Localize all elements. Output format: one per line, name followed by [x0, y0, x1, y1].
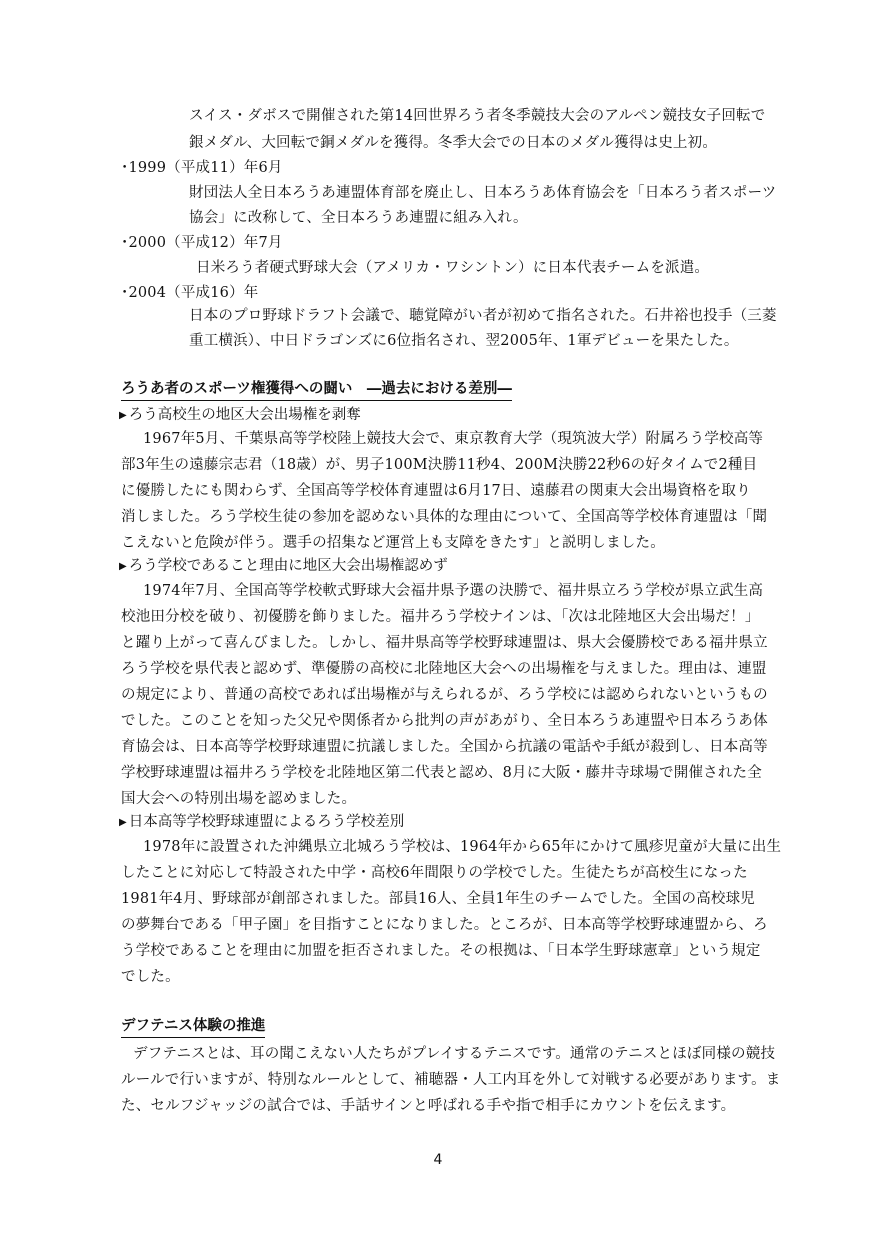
section-heading: デフテニス体験の推進	[121, 1016, 265, 1038]
bullet-item-title	[119, 556, 448, 577]
page-number: 4	[433, 1152, 443, 1168]
paragraph-line: 校池田分校を破り、初優勝を飾りました。福井ろう学校ナインは、「次は北陸地区大会出場だ！」	[121, 609, 760, 625]
paragraph-line: 育協会は、日本高等学校野球連盟に抗議しました。全国から抗議の電話や手紙が殺到し、日本高等	[121, 739, 768, 755]
timeline-entry-line: 日本のプロ野球ドラフト会議で、聴覚障がい者が初めて指名された。石井裕也投手（三菱	[189, 308, 777, 324]
paragraph-line: 1978年に設置された沖縄県立北城ろう学校は、1964年から65年にかけて風疹児童が大量に出生	[143, 839, 782, 855]
bullet-item-title-text: ろう高校生の地区大会出場権を剥奪	[128, 407, 361, 423]
paragraph-line: 消しました。ろう学校生徒の参加を認めない具体的な理由について、全国高等学校体育連盟は「聞	[121, 509, 768, 525]
timeline-date: ･2004（平成16）年	[121, 285, 259, 301]
timeline-intro-line: スイス・ダボスで開催された第14回世界ろう者冬季競技大会のアルペン競技女子回転で	[189, 108, 766, 124]
paragraph-line: したことに対応して特設された中学・高校6年間限りの学校でした。生徒たちが高校生になった	[121, 865, 748, 881]
paragraph-line: 1981年4月、野球部が創部されました。部員16人、全員1年生のチームでした。全国の高校球児	[121, 891, 755, 907]
paragraph-line: に優勝したにも関わらず、全国高等学校体育連盟は6月17日、遠藤君の関東大会出場資格を取り	[121, 483, 751, 499]
paragraph-line: デフテニスとは、耳の聞こえない人たちがプレイするテニスです。通常のテニスとほぼ同様の競技	[133, 1046, 776, 1062]
paragraph-line: 学校野球連盟は福井ろう学校を北陸地区第二代表と認め、8月に大阪・藤井寺球場で開催された全	[121, 765, 762, 781]
timeline-date: ･2000（平成12）年7月	[121, 235, 283, 251]
paragraph-line: の規定により、普通の高校であれば出場権が与えられるが、ろう学校には認められないというもの	[121, 687, 768, 703]
paragraph-line: と躍り上がって喜んびました。しかし、福井県高等学校野球連盟は、県大会優勝校である福井県立	[121, 635, 768, 651]
triangle-bullet-icon: ▶	[119, 817, 127, 828]
paragraph-line: 1974年7月、全国高等学校軟式野球大会福井県予選の決勝で、福井県立ろう学校が県立武生高	[143, 583, 764, 599]
bullet-item-title-text: 日本高等学校野球連盟によるろう学校差別	[128, 814, 405, 830]
timeline-intro-line: 銀メダル、大回転で銅メダルを獲得。冬季大会での日本のメダル獲得は史上初。	[189, 135, 718, 151]
paragraph-line: 部3年生の遠藤宗志君（18歳）が、男子100M決勝11秒4、200M決勝22秒6の好タイムで2種目	[121, 457, 758, 473]
timeline-date: ･1999（平成11）年6月	[121, 160, 283, 176]
timeline-entry-line: 協会」に改称して、全日本ろうあ連盟に組み入れ。	[189, 210, 528, 226]
bullet-item-title-text: ろう学校であること理由に地区大会出場権認めず	[128, 558, 448, 574]
paragraph-line: 国大会への特別出場を認めました。	[121, 791, 357, 807]
timeline-entry-line: 重工横浜）、中日ドラゴンズに6位指名され、翌2005年、1軍デビューを果たした。	[189, 333, 739, 349]
paragraph-line: でした。	[121, 969, 180, 985]
paragraph-line: う学校であることを理由に加盟を拒否されました。その根拠は、「日本学生野球憲章」という規定	[121, 943, 761, 959]
paragraph-line: ろう学校を県代表と認めず、準優勝の高校に北陸地区大会への出場権を与えました。理由は、連盟	[121, 661, 767, 677]
section-heading: ろうあ者のスポーツ権獲得への闘い ―過去における差別―	[121, 379, 512, 401]
timeline-entry-line: 財団法人全日本ろうあ連盟体育部を廃止し、日本ろうあ体育協会を「日本ろう者スポーツ	[189, 185, 777, 201]
paragraph-line: 1967年5月、千葉県高等学校陸上競技大会で、東京教育大学（現筑波大学）附属ろう学校高等	[143, 431, 764, 447]
paragraph-line: でした。このことを知った父兄や関係者から批判の声があがり、全日本ろうあ連盟や日本ろうあ体	[121, 713, 768, 729]
triangle-bullet-icon: ▶	[119, 561, 127, 572]
paragraph-line: こえないと危険が伴う。選手の招集など運営上も支障をきたす」と説明しました。	[121, 535, 665, 551]
bullet-item-title	[119, 405, 361, 426]
bullet-item-title	[119, 812, 404, 833]
triangle-bullet-icon: ▶	[119, 410, 127, 421]
timeline-entry-line: 日米ろう者硬式野球大会（アメリカ・ワシントン）に日本代表チームを派遣。	[196, 260, 710, 276]
paragraph-line: た、セルフジャッジの試合では、手話サインと呼ばれる手や指で相手にカウントを伝えます。	[121, 1098, 736, 1114]
paragraph-line: の夢舞台である「甲子園」を目指すことになりました。ところが、日本高等学校野球連盟から、ろ	[121, 917, 768, 933]
paragraph-line: ルールで行いますが、特別なルールとして、補聴器・人工内耳を外して対戦する必要があります。ま	[121, 1072, 781, 1088]
